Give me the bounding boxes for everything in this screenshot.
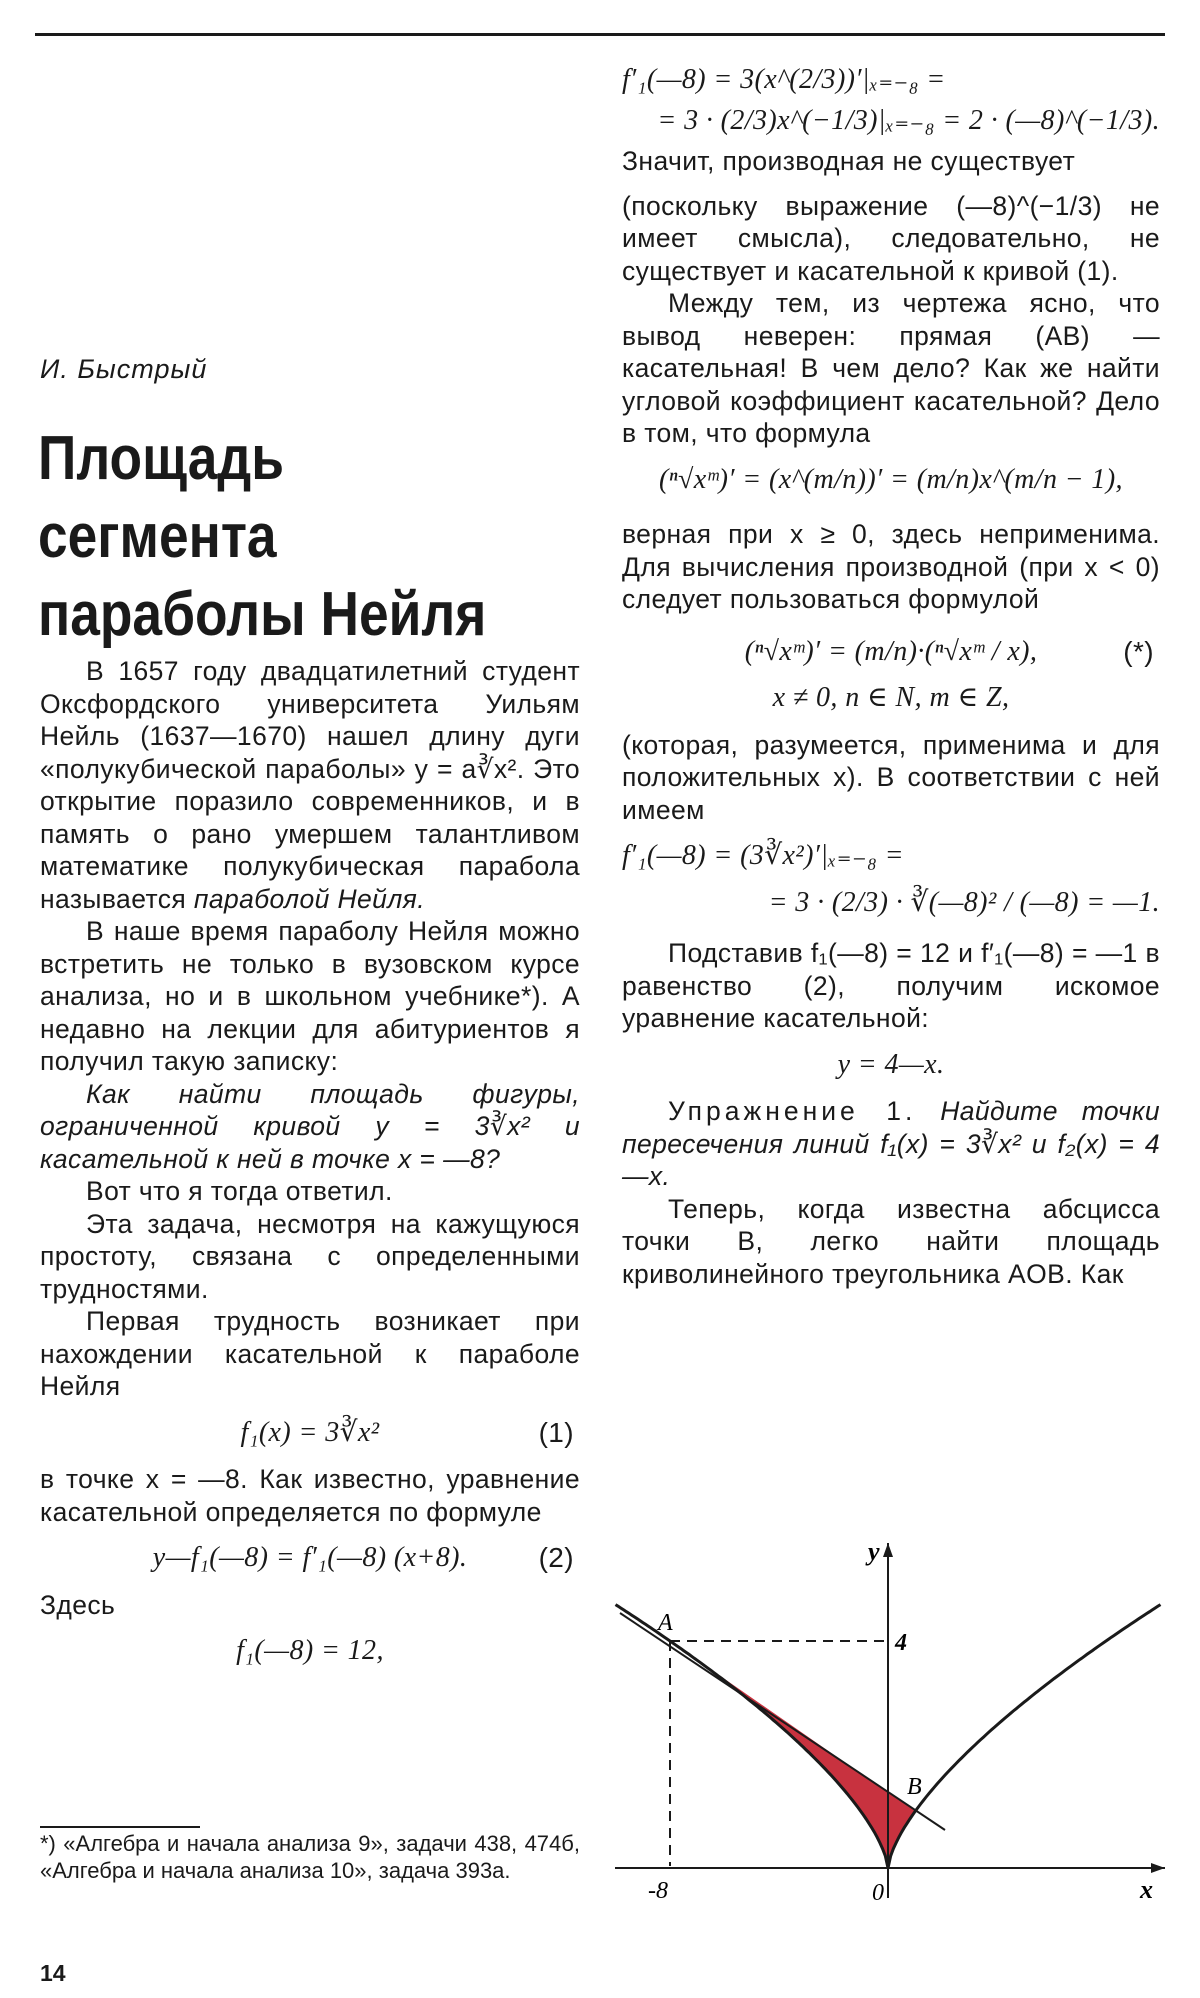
- paragraph-accordingly: (которая, разумеется, применима и для положительных x). В соответствии с ней имеем: [622, 729, 1160, 825]
- right-column: [622, 58, 1160, 1290]
- paragraph-area: Теперь, когда известна абсцисса точки B, легко найти площадь криволинейного треугольника AOB. Как: [622, 1193, 1160, 1289]
- figure-graph: [610, 1538, 1170, 1923]
- title-line-2: параболы Нейля: [38, 580, 487, 649]
- equation-1: f₁(x) = 3∛x² (1): [240, 1416, 574, 1448]
- y-axis-arrow: [883, 1543, 893, 1557]
- paragraph-valid-when: верная при x ≥ 0, здесь неприменима. Для вычисления производной (при x < 0) следует пользоваться формулой: [622, 519, 1160, 614]
- shaded-segment: [670, 1641, 915, 1868]
- x-axis-label: x: [1140, 1875, 1153, 1904]
- equation-a1: f′₁(—8) = 3(x^(2/3))′|ₓ₌₋₈ =: [622, 64, 946, 95]
- equation-d1: f′₁(—8) = (3∛x²)′|ₓ₌₋₈ =: [622, 840, 904, 871]
- left-column: [40, 655, 580, 1682]
- paragraph-exercise: [622, 1095, 1160, 1193]
- paragraph-tangent-formula: в точке x = —8. Как известно, уравнение касательной определяется по формуле: [40, 1464, 580, 1527]
- origin-label: 0: [872, 1880, 884, 1906]
- paragraph-here: Здесь: [40, 1589, 116, 1620]
- equation-c-number: (*): [1123, 635, 1154, 667]
- equation-e: y = 4—x.: [837, 1048, 945, 1080]
- paragraph-substitute: Подставив f₁(—8) = 12 и f′₁(—8) = —1 в равенство (2), получим искомое уравнение касательной:: [622, 938, 1160, 1033]
- paragraph-first-difficulty: Первая трудность возникает при нахождении касательной к параболе Нейля: [40, 1306, 580, 1401]
- exercise-label: Упражнение 1.: [668, 1096, 917, 1126]
- parabola-figure: [610, 1538, 1170, 1918]
- paragraph-no-derivative: Значит, производная не существует: [622, 146, 1076, 176]
- tick-label-minus-8: -8: [648, 1878, 668, 1904]
- tick-label-4: 4: [895, 1630, 907, 1656]
- article-title: [38, 420, 520, 654]
- equation-d2: = 3 · (2/3) · ∛(—8)² / (—8) = —1.: [768, 886, 1160, 918]
- equation-2: y—f₁(—8) = f′₁(—8) (x+8). (2): [152, 1542, 574, 1573]
- paragraph-school: В наше время параболу Нейля можно встретить не только в вузовском курсе анализа, но и в школьном учебнике*). А недавно на лекции для абитуриентов я получил такую записку:: [40, 916, 580, 1076]
- paragraph-intro: В 1657 году двадцатилетний студент Оксфордского университета Уильям Нейль (1637—1670) нашел длину дуги «полукубической параболы» y = a∛x². Это открытие поразило современников, и в память о рано умершем талантливом математике полукубическая парабола называется параболой Нейля.: [40, 656, 580, 914]
- paragraph-question: Как найти площадь фигуры, ограниченной кривой y = 3∛x² и касательной к ней в точке x = —8?: [40, 1078, 580, 1174]
- paragraph-difficulty: Эта задача, несмотря на кажущуюся простоту, связана с определенными трудностями.: [40, 1208, 580, 1304]
- author-name: И. Быстрый: [40, 354, 208, 384]
- footnote: *) «Алгебра и начала анализа 9», задачи 438, 474б, «Алгебра и начала анализа 10», задача 393а.: [40, 1831, 580, 1883]
- point-b-label: B: [907, 1774, 922, 1800]
- top-rule: [35, 33, 1165, 36]
- equation-c: (ⁿ√xᵐ)′ = (m/n)·(ⁿ√xᵐ / x), (*): [744, 635, 1154, 667]
- page-number: 14: [40, 1960, 66, 1986]
- point-a-label: A: [658, 1610, 673, 1636]
- exercise-text: Найдите точки пересечения линий f₁(x) = 3∛x² и f₂(x) = 4—x.: [622, 1096, 1160, 1191]
- footnote-rule: [40, 1826, 200, 1828]
- x-axis-arrow: [1151, 1863, 1165, 1873]
- equation-2-number: (2): [538, 1542, 574, 1573]
- title-line-1: Площадь сегмента: [38, 424, 284, 571]
- equation-c-condition: x ≠ 0, n ∈ N, m ∈ Z,: [772, 682, 1010, 713]
- equation-b: (ⁿ√xᵐ)′ = (x^(m/n))′ = (m/n)x^(m/n − 1),: [659, 463, 1123, 495]
- paragraph-answer: Вот что я тогда ответил.: [86, 1176, 393, 1206]
- equation-a2: = 3 · (2/3)x^(−1/3)|ₓ₌₋₈ = 2 · (—8)^(−1/3).: [657, 104, 1160, 136]
- equation-1-number: (1): [538, 1416, 574, 1448]
- paragraph-meaningless: (поскольку выражение (—8)^(−1/3) не имеет смысла), следовательно, не существует и касательной к кривой (1).: [622, 190, 1160, 286]
- equation-3: f₁(—8) = 12,: [236, 1635, 384, 1666]
- y-axis-label: y: [868, 1538, 880, 1566]
- paragraph-meanwhile: Между тем, из чертежа ясно, что вывод неверен: прямая (AB) — касательная! В чем дело? Как же найти угловой коэффициент касательной? Дело в том, что формула: [622, 288, 1160, 448]
